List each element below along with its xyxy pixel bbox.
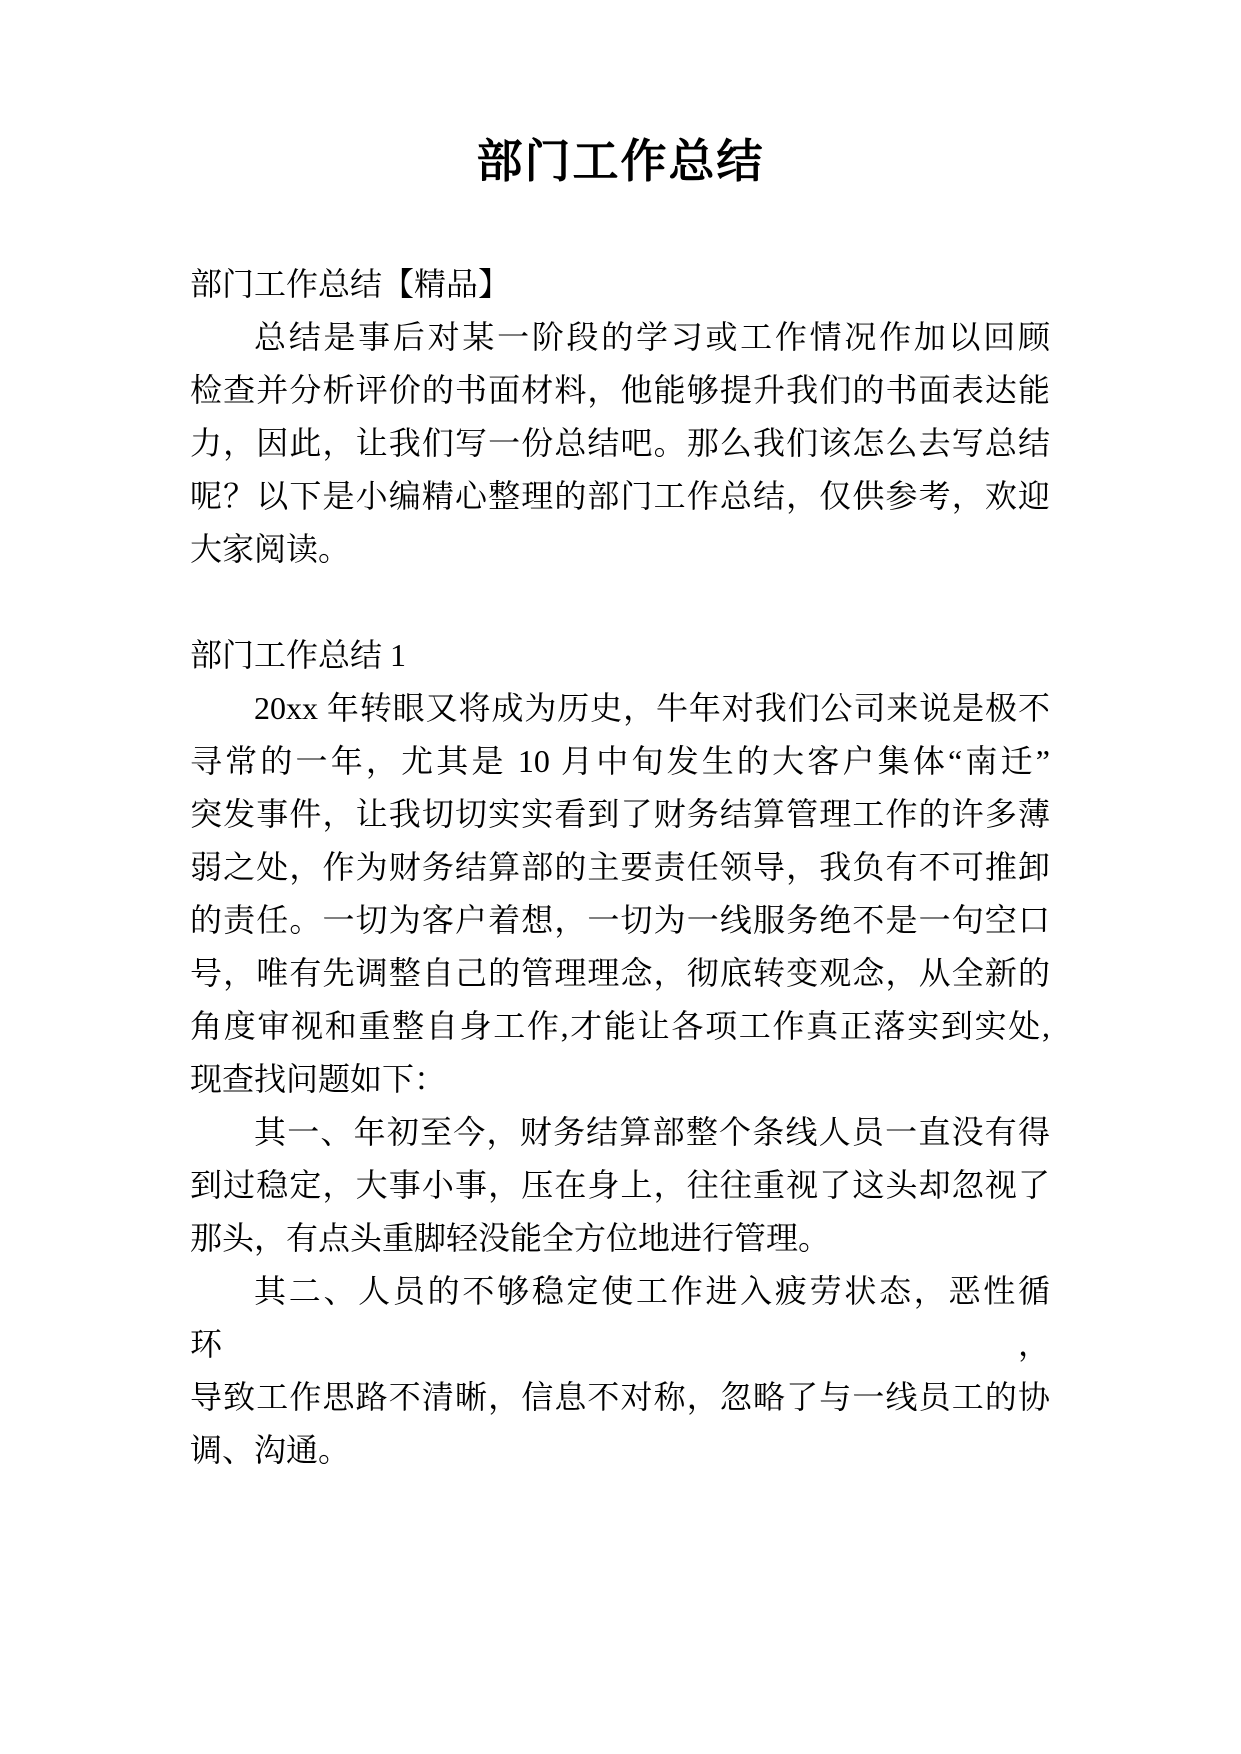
text-line: 总结是事后对某一阶段的学习或工作情况作加以回顾 <box>254 319 1050 355</box>
text-line: 导致工作思路不清晰，信息不对称，忽略了与一线员工的协 <box>190 1379 1050 1415</box>
blank-line <box>190 576 1050 629</box>
text-line: 突发事件，让我切切实实看到了财务结算管理工作的许多薄 <box>190 796 1050 832</box>
text-line: 号，唯有先调整自己的管理理念，彻底转变观念，从全新的 <box>190 955 1050 991</box>
document-title: 部门工作总结 <box>476 136 765 187</box>
text-line: 角度审视和重整自身工作,才能让各项工作真正落实到实处, <box>190 1008 1050 1044</box>
text-line: 其一、年初至今，财务结算部整个条线人员一直没有得 <box>254 1114 1050 1150</box>
document-body <box>190 258 1050 1477</box>
text-line: 其二、人员的不够稳定使工作进入疲劳状态，恶性循环， <box>190 1273 1050 1362</box>
text-line: 部门工作总结【精品】 <box>190 266 511 302</box>
text-line: 那头，有点头重脚轻没能全方位地进行管理。 <box>190 1220 831 1256</box>
text-line: 部门工作总结 1 <box>190 637 407 673</box>
text-line: 弱之处，作为财务结算部的主要责任领导，我负有不可推卸 <box>190 849 1050 885</box>
text-line: 寻常的一年，尤其是 10 月中旬发生的大客户集体“南迁” <box>190 743 1050 779</box>
text-line: 到过稳定，大事小事，压在身上，往往重视了这头却忽视了 <box>190 1167 1050 1203</box>
text-line: 力，因此，让我们写一份总结吧。那么我们该怎么去写总结 <box>190 425 1050 461</box>
text-line: 大家阅读。 <box>190 531 351 567</box>
text-line: 检查并分析评价的书面材料，他能够提升我们的书面表达能 <box>190 372 1050 408</box>
text-line: 现查找问题如下： <box>190 1061 447 1097</box>
text-line: 20xx 年转眼又将成为历史，牛年对我们公司来说是极不 <box>254 690 1050 726</box>
text-line: 的责任。一切为客户着想，一切为一线服务绝不是一句空口 <box>190 902 1050 938</box>
text-line: 呢？以下是小编精心整理的部门工作总结，仅供参考，欢迎 <box>190 478 1050 514</box>
text-line: 调、沟通。 <box>190 1432 351 1468</box>
